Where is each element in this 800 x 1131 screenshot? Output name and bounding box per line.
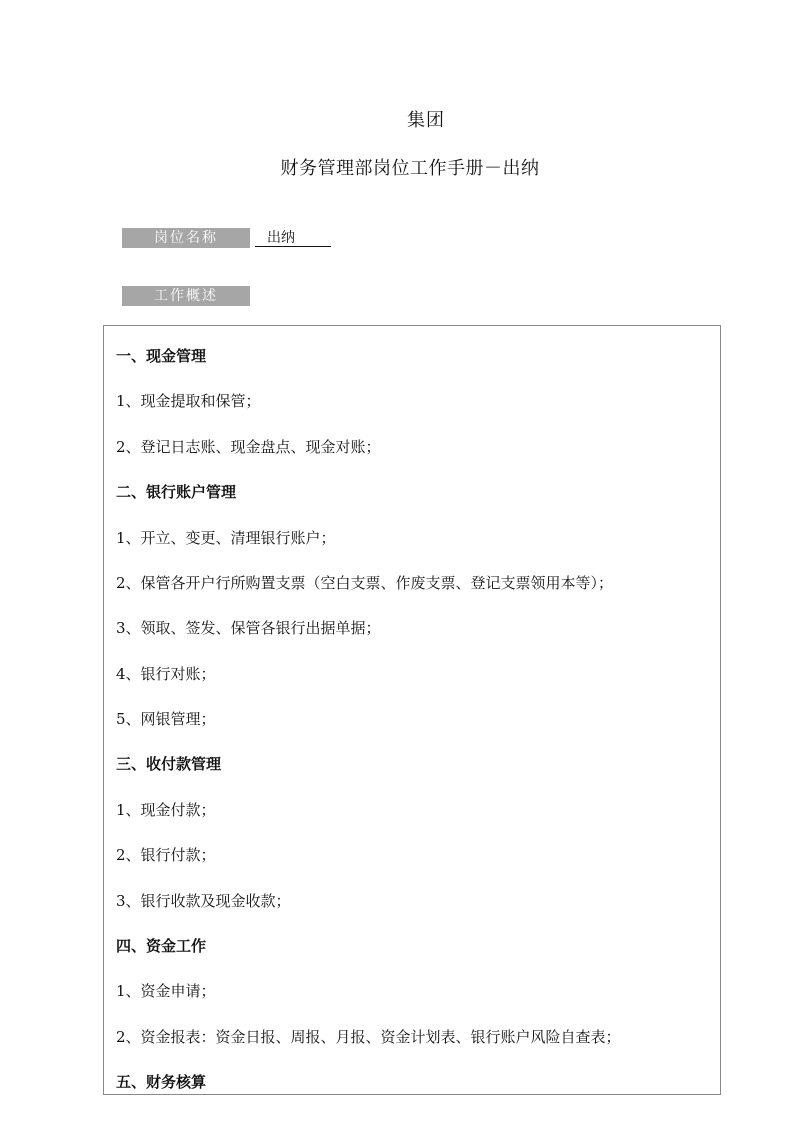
work-overview-content [103,325,721,1095]
content-line: 一、现金管理 [116,347,207,365]
content-line: 1、现金付款； [116,801,216,819]
content-line: 5、网银管理； [116,710,216,728]
document-subtitle: 财务管理部岗位工作手册－出纳 [280,158,540,179]
document-title: 集团 [407,110,445,131]
content-line: 4、银行对账； [116,665,216,683]
content-line: 3、领取、签发、保管各银行出据单据； [116,619,381,637]
content-line: 1、资金申请； [116,982,216,1000]
work-overview-label: 工作概述 [122,286,250,306]
position-name-value: 出纳 [255,229,331,247]
position-name-label: 岗位名称 [122,228,250,248]
content-line: 2、保管各开户行所购置支票（空白支票、作废支票、登记支票领用本等）； [116,574,614,592]
content-line: 四、资金工作 [116,937,207,955]
content-line: 二、银行账户管理 [116,483,237,501]
content-line: 2、资金报表：资金日报、周报、月报、资金计划表、银行账户风险自查表； [116,1028,621,1046]
content-line: 3、银行收款及现金收款； [116,892,291,910]
content-line: 1、开立、变更、清理银行账户； [116,529,336,547]
content-line: 五、财务核算 [116,1073,207,1091]
content-line: 2、银行付款； [116,846,216,864]
content-line: 2、登记日志账、现金盘点、现金对账； [116,438,381,456]
content-line: 三、收付款管理 [116,755,222,773]
content-line: 1、现金提取和保管； [116,392,261,410]
